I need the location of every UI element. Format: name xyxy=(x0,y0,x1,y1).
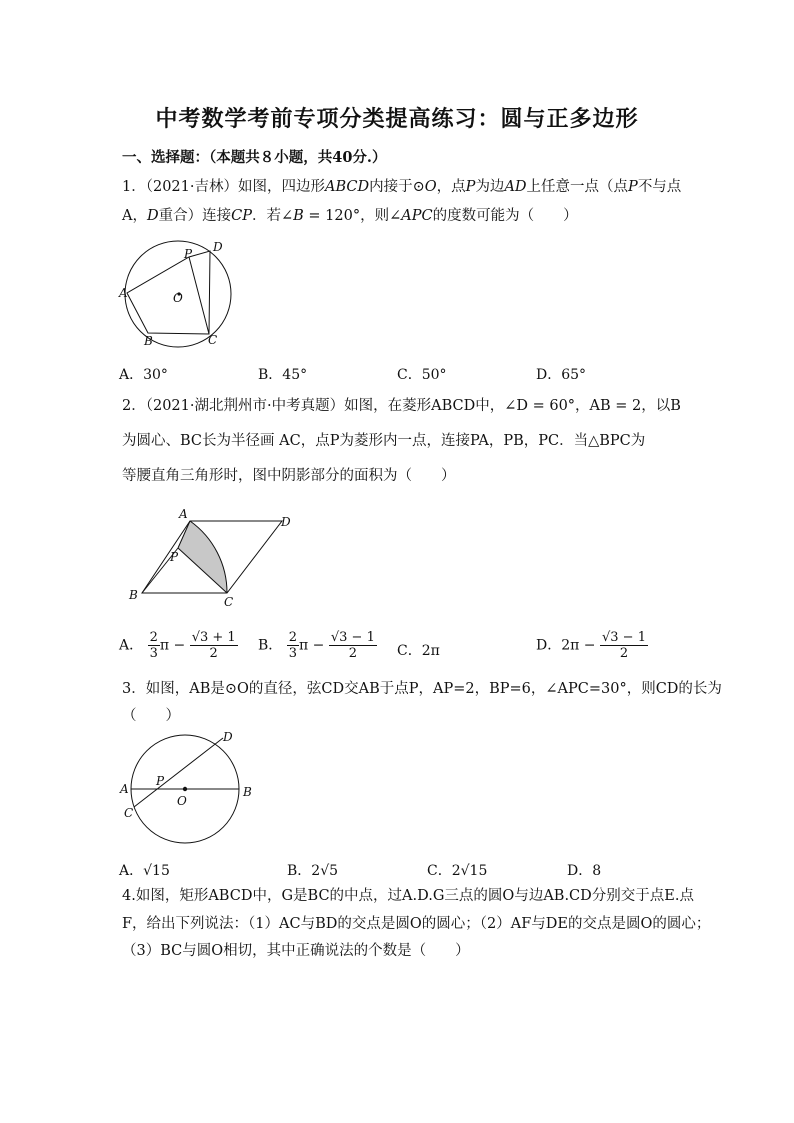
q1-label-o: O xyxy=(173,291,183,305)
q2-line-3: 等腰直角三角形时，图中阴影部分的面积为（ ） xyxy=(122,468,456,484)
q4-line-3: （3）BC与圆O相切，其中正确说法的个数是（ ） xyxy=(122,943,470,959)
q3-option-c: C．2√15 xyxy=(427,863,488,879)
q2-option-c: C．2π xyxy=(397,643,440,659)
q4-line-1: 4.如图，矩形ABCD中，G是BC的中点，过A.D.G三点的圆O与边AB.CD分别交于点E.点 xyxy=(122,888,694,904)
q2-line-2: 为圆心、BC长为半径画 AC，点P为菱形内一点，连接PA，PB，PC．当△BPC为 xyxy=(122,433,646,449)
q3-option-b: B．2√5 xyxy=(287,863,339,879)
q3-option-a: A．√15 xyxy=(119,863,170,879)
q3-label-c: C xyxy=(124,806,134,820)
q1-line-2: A，D重合）连接CP．若∠B = 120°，则∠APC的度数可能为（ ） xyxy=(122,208,578,224)
q1-label-b: B xyxy=(144,334,153,348)
q3-label-p: P xyxy=(156,774,165,788)
q3-label-o: O xyxy=(177,794,187,808)
q3-center-dot xyxy=(183,787,187,791)
q3-line-1: 3．如图，AB是⊙O的直径，弦CD交AB于点P，AP=2，BP=6，∠APC=30°，则CD的长为 xyxy=(122,681,722,697)
q3-label-a: A xyxy=(120,782,129,796)
q3-option-d: D．8 xyxy=(567,863,602,879)
q3-label-d: D xyxy=(223,730,233,744)
q1-label-a: A xyxy=(119,286,128,300)
q1-label-d: D xyxy=(213,240,223,254)
q1-label-p: P xyxy=(184,247,193,261)
q2-option-b: B． $\frac{2}{3}$ π − $\frac{√3 - 1}{2}$ xyxy=(258,630,375,661)
q1-segment-pc xyxy=(189,257,209,334)
q2-label-p: P xyxy=(170,550,179,564)
q1-line-1: 1．（2021·吉林）如图，四边形ABCD内接于⊙O，点P为边AD上任意一点（点P不与点 xyxy=(122,179,682,195)
q1-label-c: C xyxy=(208,333,218,347)
q2-label-d: D xyxy=(281,515,291,529)
q1-option-c: C．50° xyxy=(397,367,447,383)
q3-label-b: B xyxy=(243,785,252,799)
q3-line-2: （ ） xyxy=(122,708,180,724)
q1-quadrilateral xyxy=(127,251,210,334)
page-title: 中考数学考前专项分类提高练习：圆与正多边形 xyxy=(155,106,639,132)
section-heading: 一、选择题：（本题共８小题，共40分.） xyxy=(122,149,387,166)
q2-option-d: D．2π − $\frac{√3 - 1}{2}$ xyxy=(536,630,646,661)
q1-option-b: B．45° xyxy=(258,367,308,383)
q3-figure xyxy=(116,728,264,853)
q2-label-b: B xyxy=(129,588,138,602)
q1-option-d: D．65° xyxy=(536,367,587,383)
q2-label-c: C xyxy=(224,595,234,609)
q2-line-1: 2．（2021·湖北荆州市·中考真题）如图，在菱形ABCD中，∠D = 60°，AB = 2，以B xyxy=(122,398,681,414)
q2-label-a: A xyxy=(179,507,188,521)
q1-option-a: A．30° xyxy=(119,367,168,383)
q2-option-a: A． $\frac{2}{3}$ π − $\frac{√3 + 1}{2}$ xyxy=(119,630,236,661)
q2-figure xyxy=(125,506,300,610)
q4-line-2: F，给出下列说法：（1）AC与BD的交点是圆O的圆心；（2）AF与DE的交点是圆O的圆心； xyxy=(122,916,711,932)
q1-figure xyxy=(118,238,248,350)
